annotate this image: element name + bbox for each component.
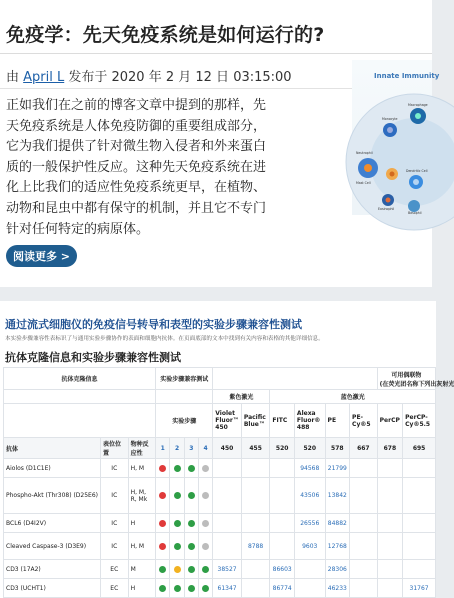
protocol-step-cell bbox=[156, 459, 170, 478]
excerpt-line: 动物和昆虫中都有保守的机制，并且它不专门 bbox=[6, 200, 267, 216]
table-row bbox=[4, 533, 436, 560]
empty-cell bbox=[213, 533, 242, 560]
catalog-number-link[interactable]: 46233 bbox=[325, 579, 350, 598]
status-dot-green bbox=[159, 585, 166, 592]
status-dot-green bbox=[188, 543, 195, 550]
blog-card bbox=[0, 0, 440, 287]
divider bbox=[0, 88, 352, 89]
fluor-header: Pacific Blue™ bbox=[241, 404, 270, 438]
empty-cell bbox=[241, 478, 270, 514]
fluor-header: Alexa Fluor® 488 bbox=[294, 404, 325, 438]
protocol-step-cell bbox=[170, 579, 184, 598]
empty-cell bbox=[377, 533, 403, 560]
fluor-header: PerCP bbox=[377, 404, 403, 438]
catalog-number-link[interactable]: 9603 bbox=[294, 533, 325, 560]
protocol-step-cell bbox=[156, 533, 170, 560]
compatibility-table bbox=[3, 367, 454, 598]
status-dot-grey bbox=[202, 520, 209, 527]
antibody-name: BCL6 (D4I2V) bbox=[4, 514, 101, 533]
empty-cell bbox=[350, 514, 378, 533]
empty-cell bbox=[270, 478, 295, 514]
species-reactivity: H, M bbox=[128, 533, 156, 560]
location-column-header: 表位位置 bbox=[101, 438, 129, 459]
protocol-step-cell bbox=[198, 514, 212, 533]
post-excerpt bbox=[6, 96, 266, 240]
wavelength-header: 695 bbox=[403, 438, 436, 459]
protocol-step-cell bbox=[184, 560, 198, 579]
table-row bbox=[4, 459, 436, 478]
empty-cell bbox=[403, 514, 436, 533]
empty-cell bbox=[350, 560, 378, 579]
epitope-location: IC bbox=[101, 533, 129, 560]
empty-cell bbox=[241, 560, 270, 579]
protocol-step-cell bbox=[170, 560, 184, 579]
table-row bbox=[4, 560, 436, 579]
empty-cell bbox=[377, 560, 403, 579]
compatibility-table-card bbox=[0, 301, 454, 598]
catalog-number-link[interactable]: 38527 bbox=[213, 560, 242, 579]
status-dot-grey bbox=[202, 465, 209, 472]
empty-cell bbox=[403, 459, 436, 478]
table-section-subtitle: 本实验步骤兼容性表标识了与通用实验步骤协作的表面和细胞内抗体。在页面底部的文本中找到有关内容和表格的其他详细信息。 bbox=[5, 336, 324, 342]
excerpt-line: 化上比我们的适应性免疫系统更早，在植物、 bbox=[6, 180, 267, 196]
clone-info-header: 抗体克隆信息 bbox=[4, 368, 156, 390]
read-more-button[interactable]: 阅读更多 > bbox=[6, 245, 77, 267]
catalog-number-link[interactable]: 84882 bbox=[325, 514, 350, 533]
divider bbox=[0, 53, 432, 54]
conjugates-note: (在荧光团名称下列出灰射光 bbox=[379, 380, 454, 388]
status-dot-green bbox=[188, 492, 195, 499]
wavelength-header: 667 bbox=[350, 438, 378, 459]
status-dot-red bbox=[159, 465, 166, 472]
protocol-step-cell bbox=[184, 514, 198, 533]
protocol-step-cell bbox=[170, 533, 184, 560]
catalog-number-link[interactable]: 94568 bbox=[294, 459, 325, 478]
empty-cell bbox=[213, 459, 242, 478]
catalog-number-link[interactable]: 21799 bbox=[325, 459, 350, 478]
fluor-header: PE-Cy®5 bbox=[350, 404, 378, 438]
epitope-location: EC bbox=[101, 579, 129, 598]
svg-text:Dendritic Cell: Dendritic Cell bbox=[406, 169, 428, 173]
protocol-step-cell bbox=[198, 533, 212, 560]
catalog-number-link[interactable]: 43506 bbox=[294, 478, 325, 514]
protocol-step-header: 实验步骤 bbox=[156, 404, 213, 438]
status-dot-green bbox=[188, 585, 195, 592]
step-number: 3 bbox=[184, 438, 198, 459]
fluor-header: PE bbox=[325, 404, 350, 438]
catalog-number-link[interactable]: 28306 bbox=[325, 560, 350, 579]
wavelength-header: 455 bbox=[241, 438, 270, 459]
step-number: 2 bbox=[170, 438, 184, 459]
catalog-number-link[interactable]: 13842 bbox=[325, 478, 350, 514]
protocol-step-cell bbox=[184, 478, 198, 514]
empty-cell bbox=[377, 579, 403, 598]
catalog-number-link[interactable]: 12768 bbox=[325, 533, 350, 560]
empty-cell bbox=[377, 514, 403, 533]
species-reactivity: H, M bbox=[128, 459, 156, 478]
violet-laser-header: 紫色激光 bbox=[213, 390, 270, 404]
empty-cell bbox=[350, 459, 378, 478]
antibody-name: CD3 (17A2) bbox=[4, 560, 101, 579]
innate-immunity-illustration[interactable] bbox=[352, 60, 440, 215]
empty-cell bbox=[350, 579, 378, 598]
excerpt-line: 针对任何特定的病原体。 bbox=[6, 221, 150, 237]
status-dot-grey bbox=[202, 543, 209, 550]
catalog-number-link[interactable]: 26556 bbox=[294, 514, 325, 533]
excerpt-line: 正如我们在之前的博客文章中提到的那样，先 bbox=[6, 98, 267, 113]
illustration-caption: Innate Immunity bbox=[374, 72, 440, 80]
catalog-number-link[interactable]: 61347 bbox=[213, 579, 242, 598]
protocol-step-cell bbox=[198, 478, 212, 514]
antibody-name: Cleaved Caspase-3 (D3E9) bbox=[4, 533, 101, 560]
status-dot-green bbox=[174, 543, 181, 550]
svg-text:Macrophage: Macrophage bbox=[408, 103, 428, 107]
status-dot-green bbox=[174, 585, 181, 592]
empty-cell bbox=[241, 459, 270, 478]
species-reactivity: H bbox=[128, 579, 156, 598]
empty-cell bbox=[294, 560, 325, 579]
empty-cell bbox=[213, 478, 242, 514]
status-dot-red bbox=[159, 520, 166, 527]
status-dot-green bbox=[188, 520, 195, 527]
protocol-step-cell bbox=[198, 459, 212, 478]
status-dot-green bbox=[174, 492, 181, 499]
epitope-location: EC bbox=[101, 560, 129, 579]
author-link[interactable]: April L bbox=[23, 70, 65, 85]
wavelength-header: 578 bbox=[325, 438, 350, 459]
protocol-step-cell bbox=[156, 579, 170, 598]
epitope-location: IC bbox=[101, 459, 129, 478]
protocol-step-cell bbox=[170, 514, 184, 533]
protocol-step-cell bbox=[198, 560, 212, 579]
svg-text:Mast Cell: Mast Cell bbox=[356, 181, 371, 185]
species-reactivity: M bbox=[128, 560, 156, 579]
svg-text:Basophil: Basophil bbox=[408, 211, 422, 215]
status-dot-red bbox=[159, 492, 166, 499]
step-number: 1 bbox=[156, 438, 170, 459]
excerpt-line: 天免疫系统是人体免疫防御的重要组成部分， bbox=[6, 118, 267, 134]
empty-cell bbox=[294, 579, 325, 598]
status-dot-green bbox=[159, 566, 166, 573]
post-meta bbox=[6, 66, 292, 85]
empty-cell bbox=[350, 478, 378, 514]
step-number: 4 bbox=[198, 438, 212, 459]
post-date: 发布于 2020 年 2 月 12 日 03:15:00 bbox=[64, 70, 292, 85]
status-dot-red bbox=[159, 543, 166, 550]
antibody-name: CD3 (UCHT1) bbox=[4, 579, 101, 598]
svg-text:Neutrophil: Neutrophil bbox=[356, 151, 373, 155]
status-dot-green bbox=[174, 520, 181, 527]
status-dot-amber bbox=[174, 566, 181, 573]
empty-cell bbox=[241, 514, 270, 533]
table-heading: 抗体克隆信息和实验步骤兼容性测试 bbox=[5, 351, 181, 364]
protocol-step-cell bbox=[156, 560, 170, 579]
fluor-header: Violet Fluor™ 450 bbox=[213, 404, 242, 438]
meta-prefix: 由 bbox=[6, 70, 24, 85]
protocol-step-cell bbox=[198, 579, 212, 598]
empty-cell bbox=[270, 514, 295, 533]
empty-cell bbox=[270, 459, 295, 478]
table-row bbox=[4, 514, 436, 533]
svg-text:Monocyte: Monocyte bbox=[382, 117, 398, 121]
fluor-header: PerCP-Cy®5.5 bbox=[403, 404, 436, 438]
protocol-step-cell bbox=[170, 459, 184, 478]
species-reactivity: H, M, R, Mk bbox=[128, 478, 156, 514]
catalog-number-link[interactable]: 8788 bbox=[241, 533, 270, 560]
table-row bbox=[4, 579, 436, 598]
blue-laser-header: 蓝色激光 bbox=[270, 390, 436, 404]
status-dot-green bbox=[174, 465, 181, 472]
antibody-name: Phospho-Akt (Thr308) (D25E6) bbox=[4, 478, 101, 514]
status-dot-grey bbox=[202, 492, 209, 499]
wavelength-header: 450 bbox=[213, 438, 242, 459]
empty-cell bbox=[377, 459, 403, 478]
table-section-title[interactable]: 通过流式细胞仪的免疫信号转导和表型的实验步骤兼容性测试 bbox=[5, 318, 302, 331]
catalog-number-link[interactable]: 86603 bbox=[270, 560, 295, 579]
empty-cell bbox=[213, 514, 242, 533]
excerpt-line: 它为我们提供了针对微生物入侵者和外来蛋白 bbox=[6, 139, 267, 155]
protocol-step-cell bbox=[156, 514, 170, 533]
excerpt-line: 质的一般保护性反应。这种先天免疫系统在进 bbox=[6, 159, 267, 175]
empty-cell bbox=[350, 533, 378, 560]
protocol-step-cell bbox=[156, 478, 170, 514]
empty-cell bbox=[377, 478, 403, 514]
species-reactivity: H bbox=[128, 514, 156, 533]
empty-cell bbox=[241, 579, 270, 598]
svg-text:Eosinophil: Eosinophil bbox=[378, 207, 395, 211]
epitope-location: IC bbox=[101, 514, 129, 533]
catalog-number-link[interactable]: 86774 bbox=[270, 579, 295, 598]
blog-title[interactable]: 免疫学：先天免疫系统是如何运行的? bbox=[6, 24, 325, 46]
epitope-location: IC bbox=[101, 478, 129, 514]
protocol-step-cell bbox=[184, 579, 198, 598]
empty-cell bbox=[270, 533, 295, 560]
status-dot-green bbox=[188, 566, 195, 573]
wavelength-header: 678 bbox=[377, 438, 403, 459]
antibody-column-header: 抗体 bbox=[4, 438, 101, 459]
antibody-name: Aiolos (D1C1E) bbox=[4, 459, 101, 478]
wavelength-header: 520 bbox=[294, 438, 325, 459]
wavelength-header: 520 bbox=[270, 438, 295, 459]
status-dot-green bbox=[202, 585, 209, 592]
table-row bbox=[4, 478, 436, 514]
status-dot-green bbox=[188, 465, 195, 472]
species-column-header: 物种反应性 bbox=[128, 438, 156, 459]
protocol-test-header: 实验步骤兼容测试 bbox=[156, 368, 213, 390]
fluor-header: FITC bbox=[270, 404, 295, 438]
conjugates-label: 可用偶联物 bbox=[391, 371, 422, 379]
catalog-number-link[interactable]: 31767 bbox=[403, 579, 436, 598]
status-dot-green bbox=[202, 566, 209, 573]
protocol-step-cell bbox=[184, 459, 198, 478]
immune-cells-illustration bbox=[352, 60, 432, 215]
empty-cell bbox=[403, 560, 436, 579]
empty-cell bbox=[403, 533, 436, 560]
empty-cell bbox=[403, 478, 436, 514]
protocol-step-cell bbox=[184, 533, 198, 560]
protocol-step-cell bbox=[170, 478, 184, 514]
table-body bbox=[4, 459, 436, 598]
conjugates-header bbox=[377, 368, 454, 390]
